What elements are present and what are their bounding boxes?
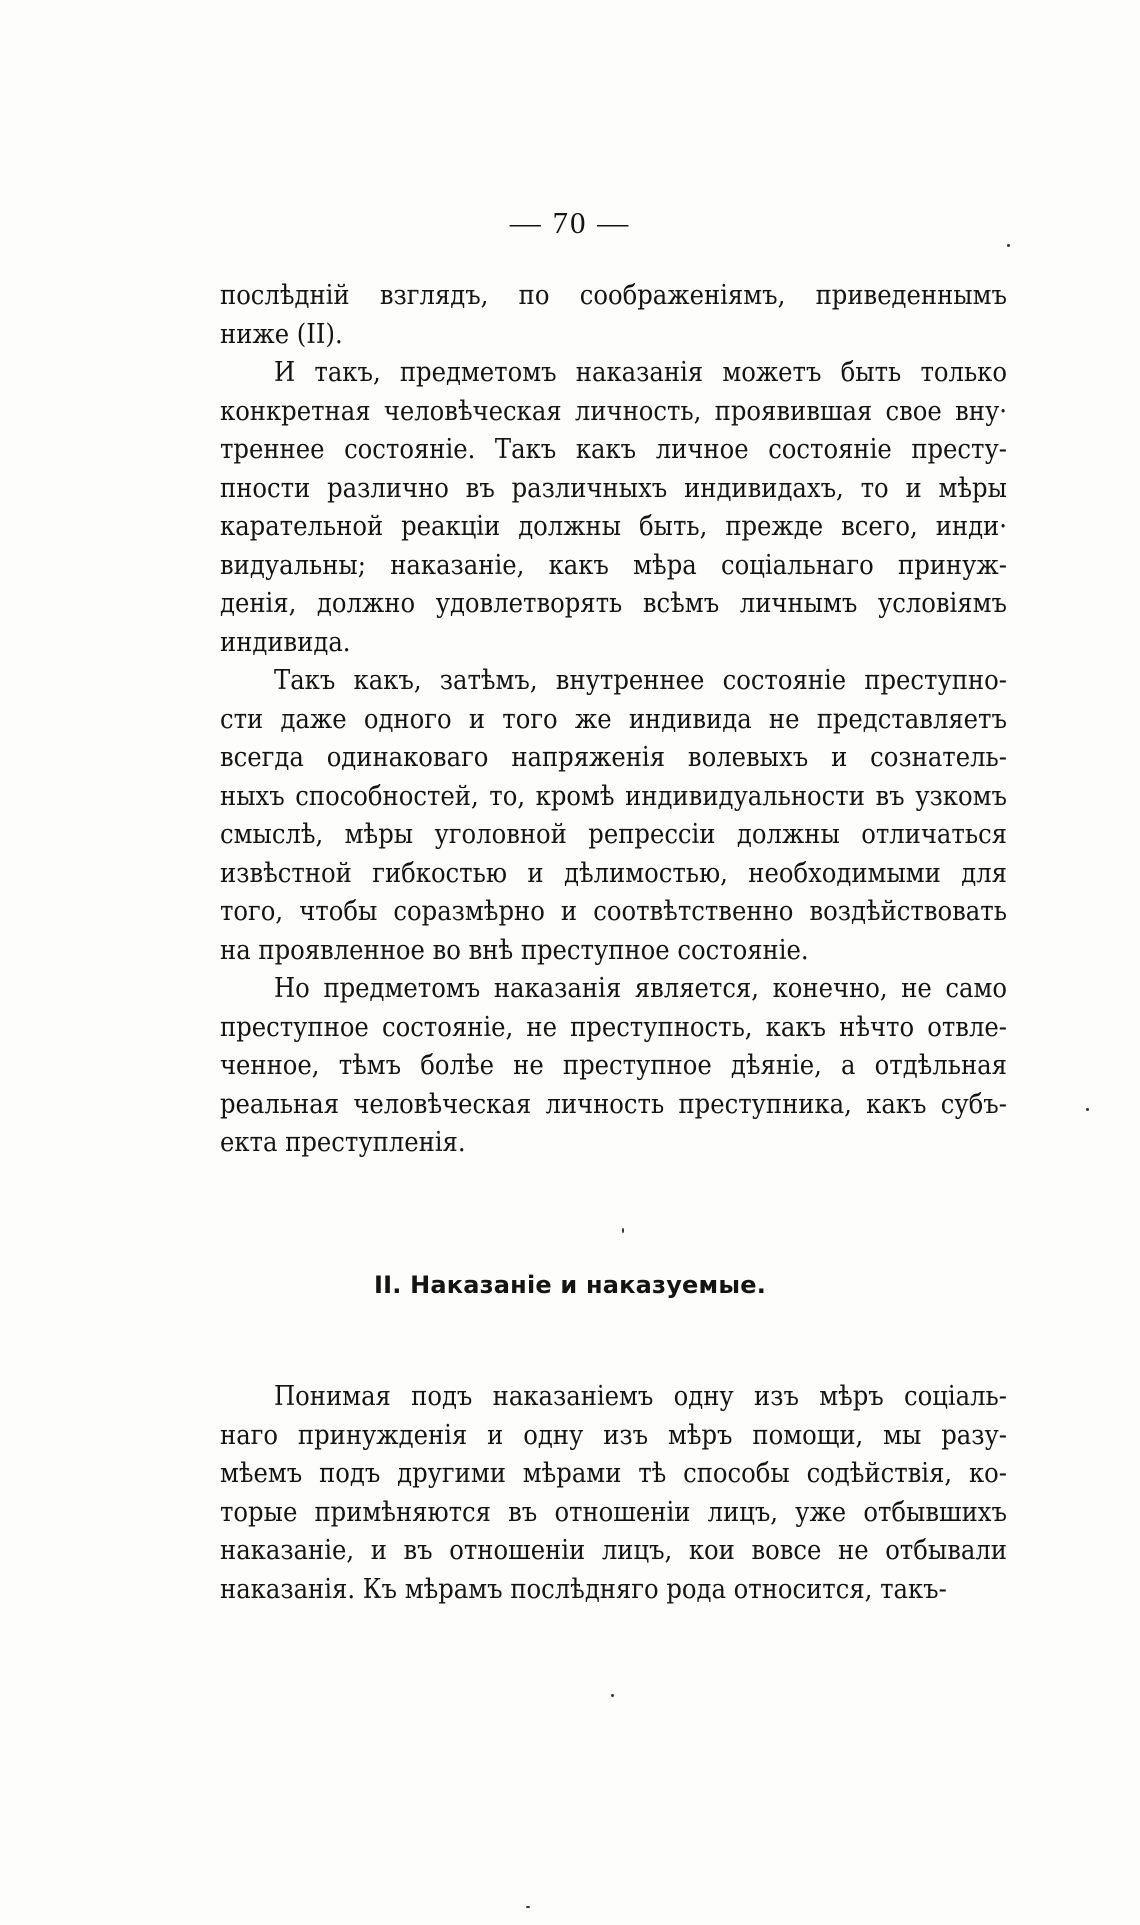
text-line: наго принужденія и одну изъ мѣръ помощи, мы разу-	[220, 1419, 1007, 1451]
text-line: Такъ какъ, затѣмъ, внутреннее состояніе преступно-	[274, 665, 1007, 696]
print-speck	[526, 1906, 530, 1908]
text-line: послѣдній взглядъ, по соображеніямъ, приведеннымъ	[220, 280, 1007, 311]
text-line: видуальны; наказаніе, какъ мѣра соціальнаго принуж-	[220, 549, 1007, 581]
text-line: ченное, тѣмъ болѣе не преступное дѣяніе, а отдѣльная	[220, 1050, 1007, 1081]
text-line: денія, должно удовлетворять всѣмъ личнымъ условіямъ	[220, 588, 1007, 619]
text-line: индивида.	[220, 626, 351, 658]
text-line: преступное состояніе, не преступность, какъ нѣчто отвле-	[220, 1011, 1007, 1043]
text-line: того, чтобы соразмѣрно и соотвѣтственно воздѣйствовать	[220, 896, 1007, 927]
text-line: наказанія. Къ мѣрамъ послѣдняго рода относится, такъ-	[220, 1573, 947, 1605]
text-line: всегда одинаковаго напряженія волевыхъ и сознатель-	[220, 742, 1007, 773]
text-line: треннее состояніе. Такъ какъ личное состояніе престу-	[220, 434, 1007, 465]
print-speck	[622, 1228, 624, 1233]
paragraph	[220, 1378, 1007, 1609]
page-number: — 70 —	[509, 205, 631, 240]
text-line: на проявленное во внѣ преступное состояніе.	[220, 934, 809, 966]
section-heading: II. Наказаніе и наказуемые.	[373, 1271, 767, 1299]
print-speck	[1086, 1108, 1089, 1111]
text-line: наказаніе, и въ отношеніи лицъ, кои вовсе не отбывали	[220, 1535, 1007, 1566]
paragraph	[220, 970, 1007, 1163]
text-line: И такъ, предметомъ наказанія можетъ быть только	[274, 357, 1007, 388]
text-line: карательной реакціи должны быть, прежде всего, инди·	[220, 511, 1007, 542]
text-line: Понимая подъ наказаніемъ одну изъ мѣръ соціаль-	[274, 1381, 1007, 1412]
text-line: пности различно въ различныхъ индивидахъ, то и мѣры	[220, 472, 1007, 504]
text-line: мѣемъ подъ другими мѣрами тѣ способы содѣйствія, ко-	[220, 1458, 1007, 1489]
text-line: Но предметомъ наказанія является, конечно, не само	[274, 973, 1007, 1004]
text-line: ныхъ способностей, то, кромѣ индивидуальности въ узкомъ	[220, 780, 1007, 812]
paragraph	[220, 277, 1007, 354]
text-line: реальная человѣческая личность преступника, какъ субъ-	[220, 1088, 1007, 1120]
paragraph	[220, 662, 1007, 970]
text-line: сти даже одного и того же индивида не представляетъ	[220, 703, 1007, 735]
text-line: торые примѣняются въ отношеніи лицъ, уже отбывшихъ	[220, 1496, 1007, 1528]
text-block-top	[220, 277, 1007, 1163]
print-speck	[1007, 244, 1010, 247]
text-line: ниже (II).	[220, 318, 343, 350]
text-line: конкретная человѣческая личность, проявившая свое вну·	[220, 395, 1007, 427]
text-block-bottom	[220, 1378, 1007, 1609]
text-line: смыслѣ, мѣры уголовной репрессіи должны отличаться	[220, 819, 1007, 850]
text-line: извѣстной гибкостью и дѣлимостью, необходимыми для	[220, 857, 1007, 889]
print-speck	[611, 1694, 614, 1697]
text-line: екта преступленія.	[220, 1127, 466, 1158]
paragraph	[220, 354, 1007, 662]
